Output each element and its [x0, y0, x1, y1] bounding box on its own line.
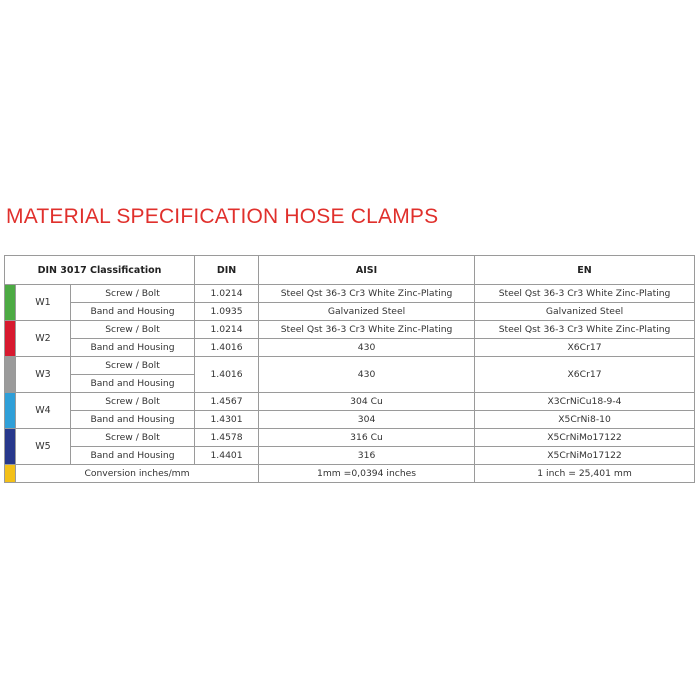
table-row [5, 321, 695, 339]
aisi-cell: Galvanized Steel [259, 303, 475, 321]
en-cell: Steel Qst 36-3 Cr3 White Zinc-Plating [475, 285, 695, 303]
en-cell: X5CrNiMo17122 [475, 429, 695, 447]
table-row [5, 303, 695, 321]
table-row [5, 393, 695, 411]
group-code: W5 [16, 429, 71, 465]
en-cell: X3CrNiCu18-9-4 [475, 393, 695, 411]
part-cell: Screw / Bolt [71, 429, 195, 447]
color-marker-conversion [5, 465, 16, 483]
table-header-row [5, 256, 695, 285]
din-cell: 1.0214 [195, 321, 259, 339]
aisi-cell: 316 Cu [259, 429, 475, 447]
aisi-cell: 430 [259, 357, 475, 393]
table-row [5, 447, 695, 465]
en-cell: X5CrNiMo17122 [475, 447, 695, 465]
part-cell: Band and Housing [71, 303, 195, 321]
aisi-cell: Steel Qst 36-3 Cr3 White Zinc-Plating [259, 285, 475, 303]
color-marker-w3 [5, 357, 16, 393]
header-classification: DIN 3017 Classification [5, 256, 195, 285]
material-spec-table [4, 255, 695, 483]
table-row [5, 357, 695, 375]
conversion-row [5, 465, 695, 483]
din-cell: 1.4567 [195, 393, 259, 411]
part-cell: Screw / Bolt [71, 321, 195, 339]
aisi-cell: 430 [259, 339, 475, 357]
part-cell: Band and Housing [71, 375, 195, 393]
group-code: W4 [16, 393, 71, 429]
din-cell: 1.4016 [195, 357, 259, 393]
din-cell: 1.4401 [195, 447, 259, 465]
table-row [5, 411, 695, 429]
en-cell: X5CrNi8-10 [475, 411, 695, 429]
part-cell: Screw / Bolt [71, 357, 195, 375]
aisi-cell: 304 Cu [259, 393, 475, 411]
part-cell: Screw / Bolt [71, 393, 195, 411]
group-code: W2 [16, 321, 71, 357]
en-cell: Steel Qst 36-3 Cr3 White Zinc-Plating [475, 321, 695, 339]
en-cell: Galvanized Steel [475, 303, 695, 321]
table-row [5, 285, 695, 303]
din-cell: 1.4578 [195, 429, 259, 447]
header-aisi: AISI [259, 256, 475, 285]
aisi-cell: 304 [259, 411, 475, 429]
table-row [5, 429, 695, 447]
color-marker-w5 [5, 429, 16, 465]
group-code: W1 [16, 285, 71, 321]
header-en: EN [475, 256, 695, 285]
group-code: W3 [16, 357, 71, 393]
din-cell: 1.4016 [195, 339, 259, 357]
conversion-aisi: 1mm =0,0394 inches [259, 465, 475, 483]
header-din: DIN [195, 256, 259, 285]
din-cell: 1.0935 [195, 303, 259, 321]
en-cell: X6Cr17 [475, 357, 695, 393]
color-marker-w4 [5, 393, 16, 429]
en-cell: X6Cr17 [475, 339, 695, 357]
aisi-cell: 316 [259, 447, 475, 465]
din-cell: 1.0214 [195, 285, 259, 303]
conversion-label: Conversion inches/mm [16, 465, 259, 483]
conversion-en: 1 inch = 25,401 mm [475, 465, 695, 483]
color-marker-w2 [5, 321, 16, 357]
color-marker-w1 [5, 285, 16, 321]
din-cell: 1.4301 [195, 411, 259, 429]
part-cell: Screw / Bolt [71, 285, 195, 303]
part-cell: Band and Housing [71, 447, 195, 465]
page-title: MATERIAL SPECIFICATION HOSE CLAMPS [6, 205, 439, 228]
aisi-cell: Steel Qst 36-3 Cr3 White Zinc-Plating [259, 321, 475, 339]
table-row [5, 339, 695, 357]
part-cell: Band and Housing [71, 411, 195, 429]
part-cell: Band and Housing [71, 339, 195, 357]
